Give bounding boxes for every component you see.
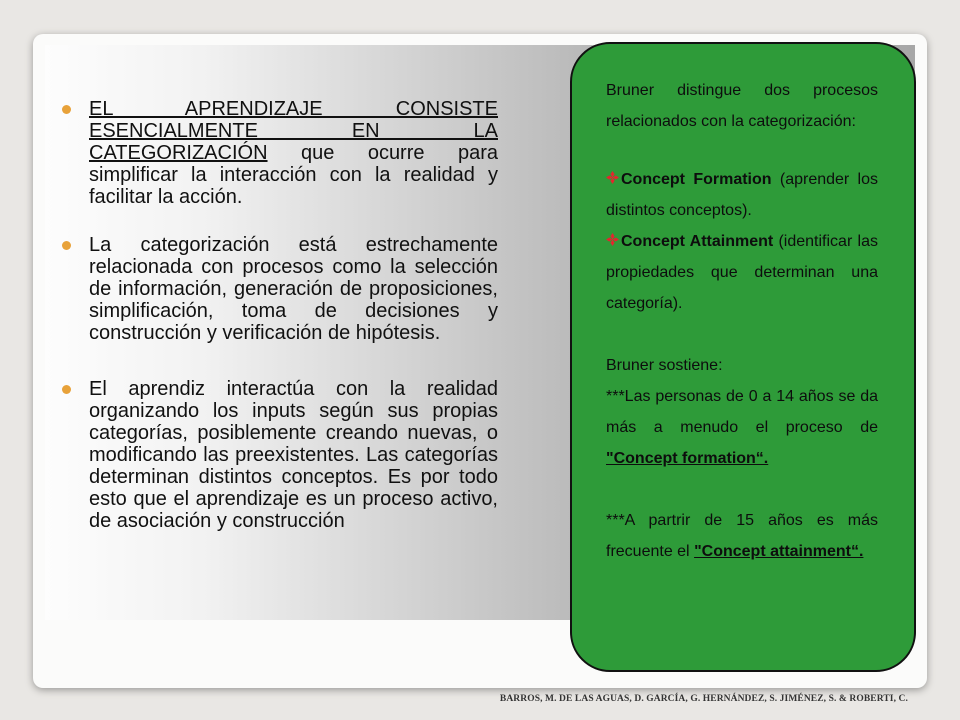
spacer (606, 474, 878, 505)
bullet-dot-icon (62, 241, 71, 250)
callout-intro: Bruner distingue dos procesos relacionados con la categorización: (606, 82, 878, 130)
bruner-callout-box (570, 42, 916, 672)
citation: BARROS, M. DE LAS AGUAS, D. GARCÍA, G. HERNÁNDEZ, S. JIMÉNEZ, S. & ROBERTI, C. (499, 694, 908, 704)
callout-term: "Concept formation“. (606, 450, 769, 467)
four-diamond-icon (606, 164, 619, 195)
callout-desc: (aprender los distintos conceptos). (606, 171, 879, 219)
callout-heading: Bruner sostiene: (606, 357, 723, 374)
callout-paragraph-text: ***A partrir de 15 años es más frecuente el (606, 512, 878, 560)
callout-term: Concept Attainment (621, 233, 774, 250)
spacer (606, 319, 878, 350)
bullet-emphasis: EL APRENDIZAJE CONSISTE ESENCIALMENTE EN LA CATEGORIZACIÓN (89, 98, 498, 164)
callout-item (606, 164, 878, 226)
bullet-text: La categorización está estrechamente relacionada con procesos como la selección de información, generación de proposiciones, simplificación, toma de decisiones y construcción y verificación de hipótesis. (89, 234, 498, 344)
bullet-item (62, 234, 498, 344)
callout-paragraph (606, 381, 878, 474)
callout-term: Concept Formation (621, 171, 772, 188)
callout-term: "Concept attainment“. (694, 543, 864, 560)
bullet-item (62, 378, 498, 532)
bullet-dot-icon (62, 105, 71, 114)
callout-item (606, 226, 878, 319)
bullet-text: El aprendiz interactúa con la realidad organizando los inputs según sus propias categorías, posiblemente creando nuevas, o modificando las preexistentes. Las categorías determinan distintos conceptos. Es por todo esto que el aprendizaje es un proceso activo, de asociación y construcción (89, 378, 498, 532)
callout-paragraph (606, 505, 878, 567)
bullet-dot-icon (62, 385, 71, 394)
spacer (606, 137, 878, 164)
bullet-list (62, 98, 498, 558)
bullet-item (62, 98, 498, 208)
bullet-text: que ocurre para simplificar la interacción con la realidad y facilitar la acción. (89, 142, 498, 208)
four-diamond-icon (606, 226, 619, 257)
callout-desc: (identificar las propiedades que determinan una categoría). (606, 233, 878, 312)
callout-paragraph-text: ***Las personas de 0 a 14 años se da más a menudo el proceso de (606, 388, 878, 436)
